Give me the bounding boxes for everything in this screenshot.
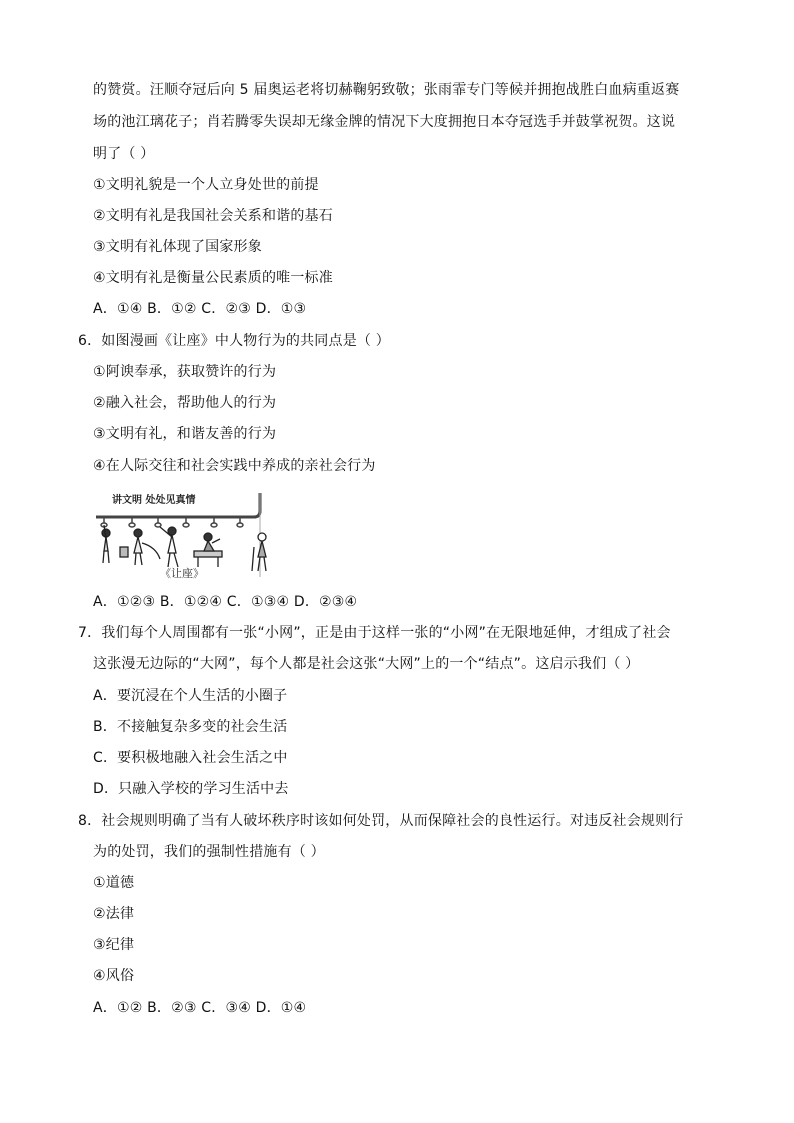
q7-choice-a: A．要沉浸在个人生活的小圈子 (93, 688, 288, 704)
q8-item-3: ③纪律 (93, 937, 135, 953)
q7-stem-line-1: 7．我们每个人周围都有一张“小网”，正是由于这样一张的“小网”在无限地延伸，才组成了社会 (78, 625, 671, 641)
q6-item-4: ④在人际交往和社会实践中养成的亲社会行为 (93, 458, 376, 474)
q5-item-2: ②文明有礼是我国社会关系和谐的基石 (93, 208, 333, 224)
q5-stem-line-3: 明了（ ） (93, 146, 155, 162)
q6-item-2: ②融入社会，帮助他人的行为 (93, 395, 277, 411)
q6-item-1: ①阿谀奉承，获取赞许的行为 (93, 364, 277, 380)
q5-options: A．①④ B．①② C．②③ D．①③ (93, 301, 307, 317)
q8-options: A．①② B．②③ C．③④ D．①④ (93, 1000, 307, 1016)
q7-choice-b: B．不接触复杂多变的社会生活 (93, 719, 288, 735)
q7-choice-d: D．只融入学校的学习生活中去 (93, 781, 289, 797)
q7-stem-line-2: 这张漫无边际的“大网”，每个人都是社会这张“大网”上的一个“结点”。这启示我们（ ） (93, 656, 640, 672)
q7-choice-c: C．要积极地融入社会生活之中 (93, 750, 288, 766)
q8-item-1: ①道德 (93, 875, 135, 891)
q6-options: A．①②③ B．①②④ C．①③④ D．②③④ (93, 594, 358, 610)
q5-item-4: ④文明有礼是衡量公民素质的唯一标准 (93, 270, 333, 286)
q8-item-2: ②法律 (93, 906, 135, 922)
cartoon-caption-text: 《让座》 (160, 567, 204, 580)
q6-stem: 6．如图漫画《让座》中人物行为的共同点是（ ） (78, 333, 390, 349)
q8-item-4: ④风俗 (93, 968, 135, 984)
q8-stem-line-2: 为的处罚，我们的强制性措施有（ ） (93, 844, 325, 860)
q6-item-3: ③文明有礼，和谐友善的行为 (93, 426, 277, 442)
q8-stem-line-1: 8．社会规则明确了当有人破坏秩序时该如何处罚，从而保障社会的良性运行。对违反社会规则行 (78, 813, 684, 829)
q5-stem-line-1: 的赞赏。汪顺夺冠后向 5 届奥运老将切赫鞠躬致敬；张雨霏专门等候并拥抱战胜白血病重返赛 (93, 82, 680, 98)
q5-item-3: ③文明有礼体现了国家形象 (93, 239, 262, 255)
q5-stem-line-2: 场的池江璃花子；肖若腾零失误却无缘金牌的情况下大度拥抱日本夺冠选手并鼓掌祝贺。这说 (93, 114, 676, 130)
q5-item-1: ①文明礼貌是一个人立身处世的前提 (93, 177, 319, 193)
cartoon-rang-zuo (94, 487, 280, 581)
cartoon-banner-text: 讲文明 处处见真情 (112, 495, 196, 506)
